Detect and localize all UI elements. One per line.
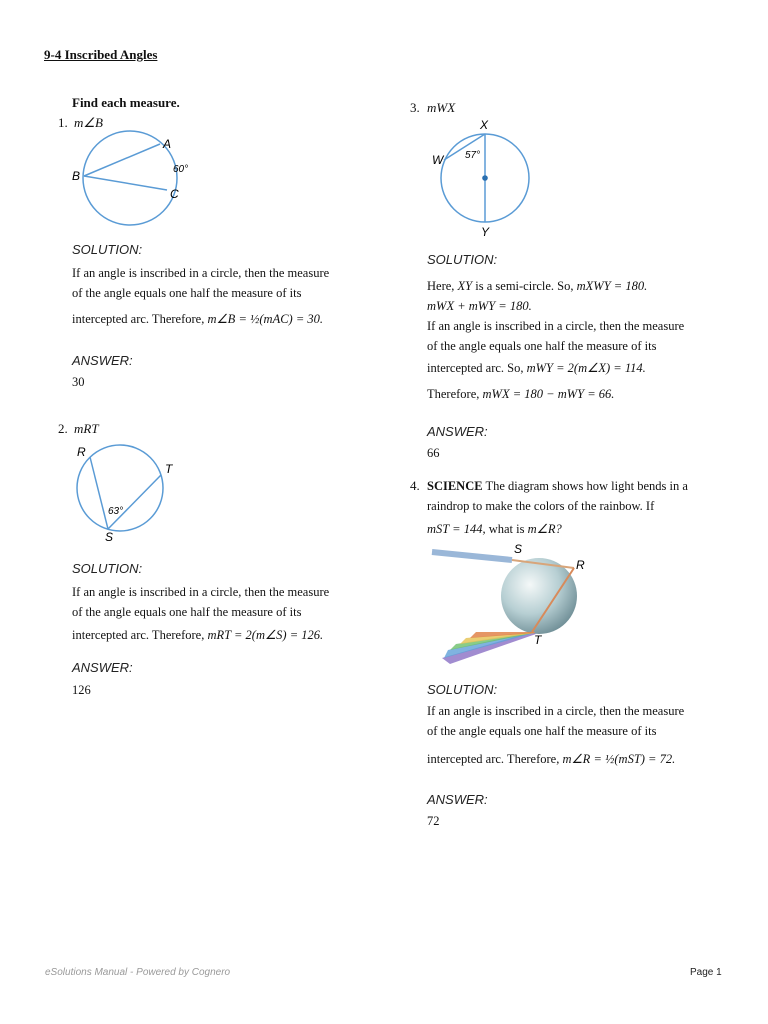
- problem-3-answer: 66: [427, 446, 440, 460]
- label-w: W: [432, 153, 444, 167]
- solution-line: is a semi-circle. So,: [475, 279, 574, 293]
- problem-4-number: 4.: [410, 478, 420, 493]
- label-t: T: [534, 633, 542, 647]
- problem-4-solution: [427, 701, 727, 769]
- page-title: 9-4 Inscribed Angles: [44, 47, 158, 62]
- problem-2-question: mRT: [74, 421, 99, 436]
- problem-2-circle-figure: [70, 440, 190, 545]
- problem-1-answer: 30: [72, 375, 85, 389]
- footer-source: eSolutions Manual - Powered by Cognero: [45, 967, 231, 978]
- problem-4-solution-label: SOLUTION:: [427, 682, 498, 697]
- problem-1-question: m∠B: [74, 115, 103, 130]
- problem-2-equation: mRT = 2(m∠S) = 126.: [207, 628, 324, 642]
- problem-2-number: 2.: [58, 421, 68, 436]
- problem-2-solution-label: SOLUTION:: [72, 561, 143, 576]
- problem-1-number: 1.: [58, 115, 68, 130]
- problem-1-solution-label: SOLUTION:: [72, 242, 143, 257]
- science-keyword: SCIENCE: [427, 479, 483, 493]
- label-a: A: [163, 137, 172, 151]
- label-angle-57: 57°: [465, 150, 481, 161]
- label-s: S: [105, 530, 114, 544]
- arc-xy: XY: [457, 279, 473, 293]
- label-r: R: [77, 445, 86, 459]
- problem-3-circle-figure: [428, 116, 543, 241]
- solution-line: If an angle is inscribed in a circle, then the measure: [427, 319, 685, 333]
- solution-line: of the angle equals one half the measure of its: [72, 286, 302, 300]
- problem-3-solution-label: SOLUTION:: [427, 252, 498, 267]
- eq-sum: mWX + mWY = 180.: [427, 299, 532, 313]
- label-y: Y: [481, 225, 490, 239]
- eq-wy: mWY = 2(m∠X) = 114.: [526, 361, 646, 375]
- label-angle-63: 63°: [108, 506, 124, 517]
- label-x: X: [480, 118, 489, 132]
- label-c: C: [170, 187, 179, 201]
- solution-line: intercepted arc. Therefore,: [72, 628, 205, 642]
- solution-line: intercepted arc. So,: [427, 361, 524, 375]
- solution-line: Therefore,: [427, 387, 480, 401]
- label-b: B: [72, 169, 81, 183]
- label-r: R: [576, 558, 585, 572]
- problem-4-answer: 72: [427, 814, 440, 828]
- label-s: S: [514, 542, 523, 556]
- solution-line: Here,: [427, 279, 455, 293]
- problem-2-answer: 126: [72, 683, 91, 697]
- question-line: raindrop to make the colors of the rainbow. If: [427, 499, 655, 513]
- question-line: The diagram shows how light bends in a: [485, 479, 688, 493]
- problem-4-question: [427, 476, 727, 539]
- problem-1-equation: m∠B = ½(mAC) = 30.: [207, 312, 324, 326]
- solution-line: If an angle is inscribed in a circle, then the measure: [72, 266, 330, 280]
- eq-r: m∠R?: [527, 522, 562, 536]
- problem-1-solution: [72, 263, 372, 329]
- problem-1-circle-figure: [68, 128, 208, 233]
- chord-rs: [90, 457, 108, 529]
- problem-3-number: 3.: [410, 100, 420, 115]
- problem-1-answer-label: ANSWER:: [72, 353, 133, 368]
- problem-2-answer-label: ANSWER:: [72, 660, 133, 675]
- solution-line: of the angle equals one half the measure of its: [427, 724, 657, 738]
- solution-line: intercepted arc. Therefore,: [72, 312, 205, 326]
- center-dot: [482, 175, 488, 181]
- page-number: Page 1: [690, 967, 722, 978]
- solution-line: of the angle equals one half the measure of its: [427, 339, 657, 353]
- label-t: T: [165, 462, 173, 476]
- chord-ts: [108, 475, 161, 529]
- problem-3-question: mWX: [427, 100, 456, 115]
- solution-line: If an angle is inscribed in a circle, then the measure: [72, 585, 330, 599]
- question-line: what is: [488, 522, 525, 536]
- problem-2-solution: [72, 582, 372, 645]
- problem-3-solution: [427, 276, 737, 404]
- problem-4-answer-label: ANSWER:: [427, 792, 488, 807]
- problem-3-answer-label: ANSWER:: [427, 424, 488, 439]
- chord-ba: [84, 144, 160, 176]
- problem-4-equation: m∠R = ½(mST) = 72.: [562, 752, 676, 766]
- chord-bc: [84, 176, 167, 190]
- solution-line: intercepted arc. Therefore,: [427, 752, 560, 766]
- solution-line: of the angle equals one half the measure of its: [72, 605, 302, 619]
- eq-st: mST = 144,: [427, 522, 486, 536]
- raindrop-figure: [428, 540, 598, 665]
- eq-semicircle: mXWY = 180.: [576, 279, 648, 293]
- eq-wx: mWX = 180 − mWY = 66.: [482, 387, 615, 401]
- instruction: Find each measure.: [72, 95, 180, 110]
- solution-line: If an angle is inscribed in a circle, then the measure: [427, 704, 685, 718]
- label-arc-60: 60°: [173, 164, 189, 175]
- incoming-light-ray: [432, 552, 512, 560]
